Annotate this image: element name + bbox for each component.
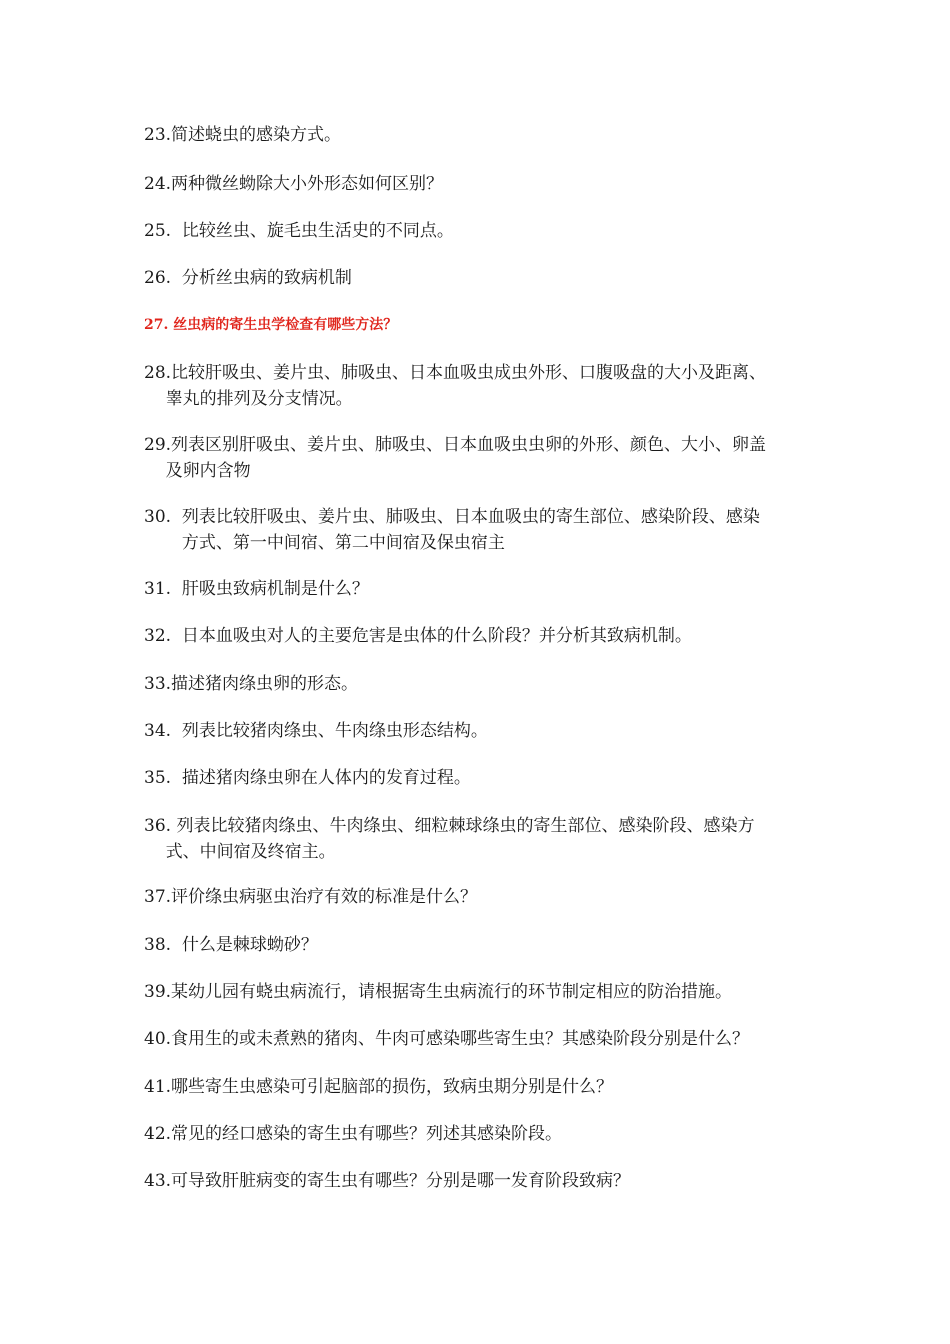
question-25: 25. 比较丝虫、旋毛虫生活史的不同点。 [144,221,454,241]
question-24: 24.两种微丝蚴除大小外形态如何区别？ [144,174,444,194]
question-27-highlighted: 27. 丝虫病的寄生虫学检查有哪些方法？ [144,317,398,333]
question-43: 43.可导致肝脏病变的寄生虫有哪些？分别是哪一发育阶段致病？ [144,1171,631,1191]
question-23: 23.简述蛲虫的感染方式。 [144,125,342,145]
question-41: 41.哪些寄生虫感染可引起脑部的损伤，致病虫期分别是什么？ [144,1077,614,1097]
question-33: 33.描述猪肉绦虫卵的形态。 [144,674,359,694]
question-36: 36. 列表比较猪肉绦虫、牛肉绦虫、细粒棘球绦虫的寄生部位、感染阶段、感染方 式、中间宿及终宿主。 [144,816,755,862]
question-40: 40.食用生的或未煮熟的猪肉、牛肉可感染哪些寄生虫？其感染阶段分别是什么？ [144,1029,750,1049]
question-31: 31. 肝吸虫致病机制是什么？ [144,579,369,599]
question-42: 42.常见的经口感染的寄生虫有哪些？列述其感染阶段。 [144,1124,563,1144]
question-35: 35. 描述猪肉绦虫卵在人体内的发育过程。 [144,768,471,788]
question-32: 32. 日本血吸虫对人的主要危害是虫体的什么阶段？并分析其致病机制。 [144,626,692,646]
question-37: 37.评价绦虫病驱虫治疗有效的标准是什么？ [144,887,478,907]
question-38: 38. 什么是棘球蚴砂？ [144,935,318,955]
question-30: 30. 列表比较肝吸虫、姜片虫、肺吸虫、日本血吸虫的寄生部位、感染阶段、感染 方式、第一中间宿、第二中间宿及保虫宿主 [144,507,760,553]
question-39: 39.某幼儿园有蛲虫病流行，请根据寄生虫病流行的环节制定相应的防治措施。 [144,982,733,1002]
question-28: 28.比较肝吸虫、姜片虫、肺吸虫、日本血吸虫成虫外形、口腹吸盘的大小及距离、 睾丸的排列及分支情况。 [144,363,767,409]
question-29: 29.列表区别肝吸虫、姜片虫、肺吸虫、日本血吸虫虫卵的外形、颜色、大小、卵盖 及卵内含物 [144,435,767,481]
question-34: 34. 列表比较猪肉绦虫、牛肉绦虫形态结构。 [144,721,488,741]
question-26: 26. 分析丝虫病的致病机制 [144,268,352,288]
